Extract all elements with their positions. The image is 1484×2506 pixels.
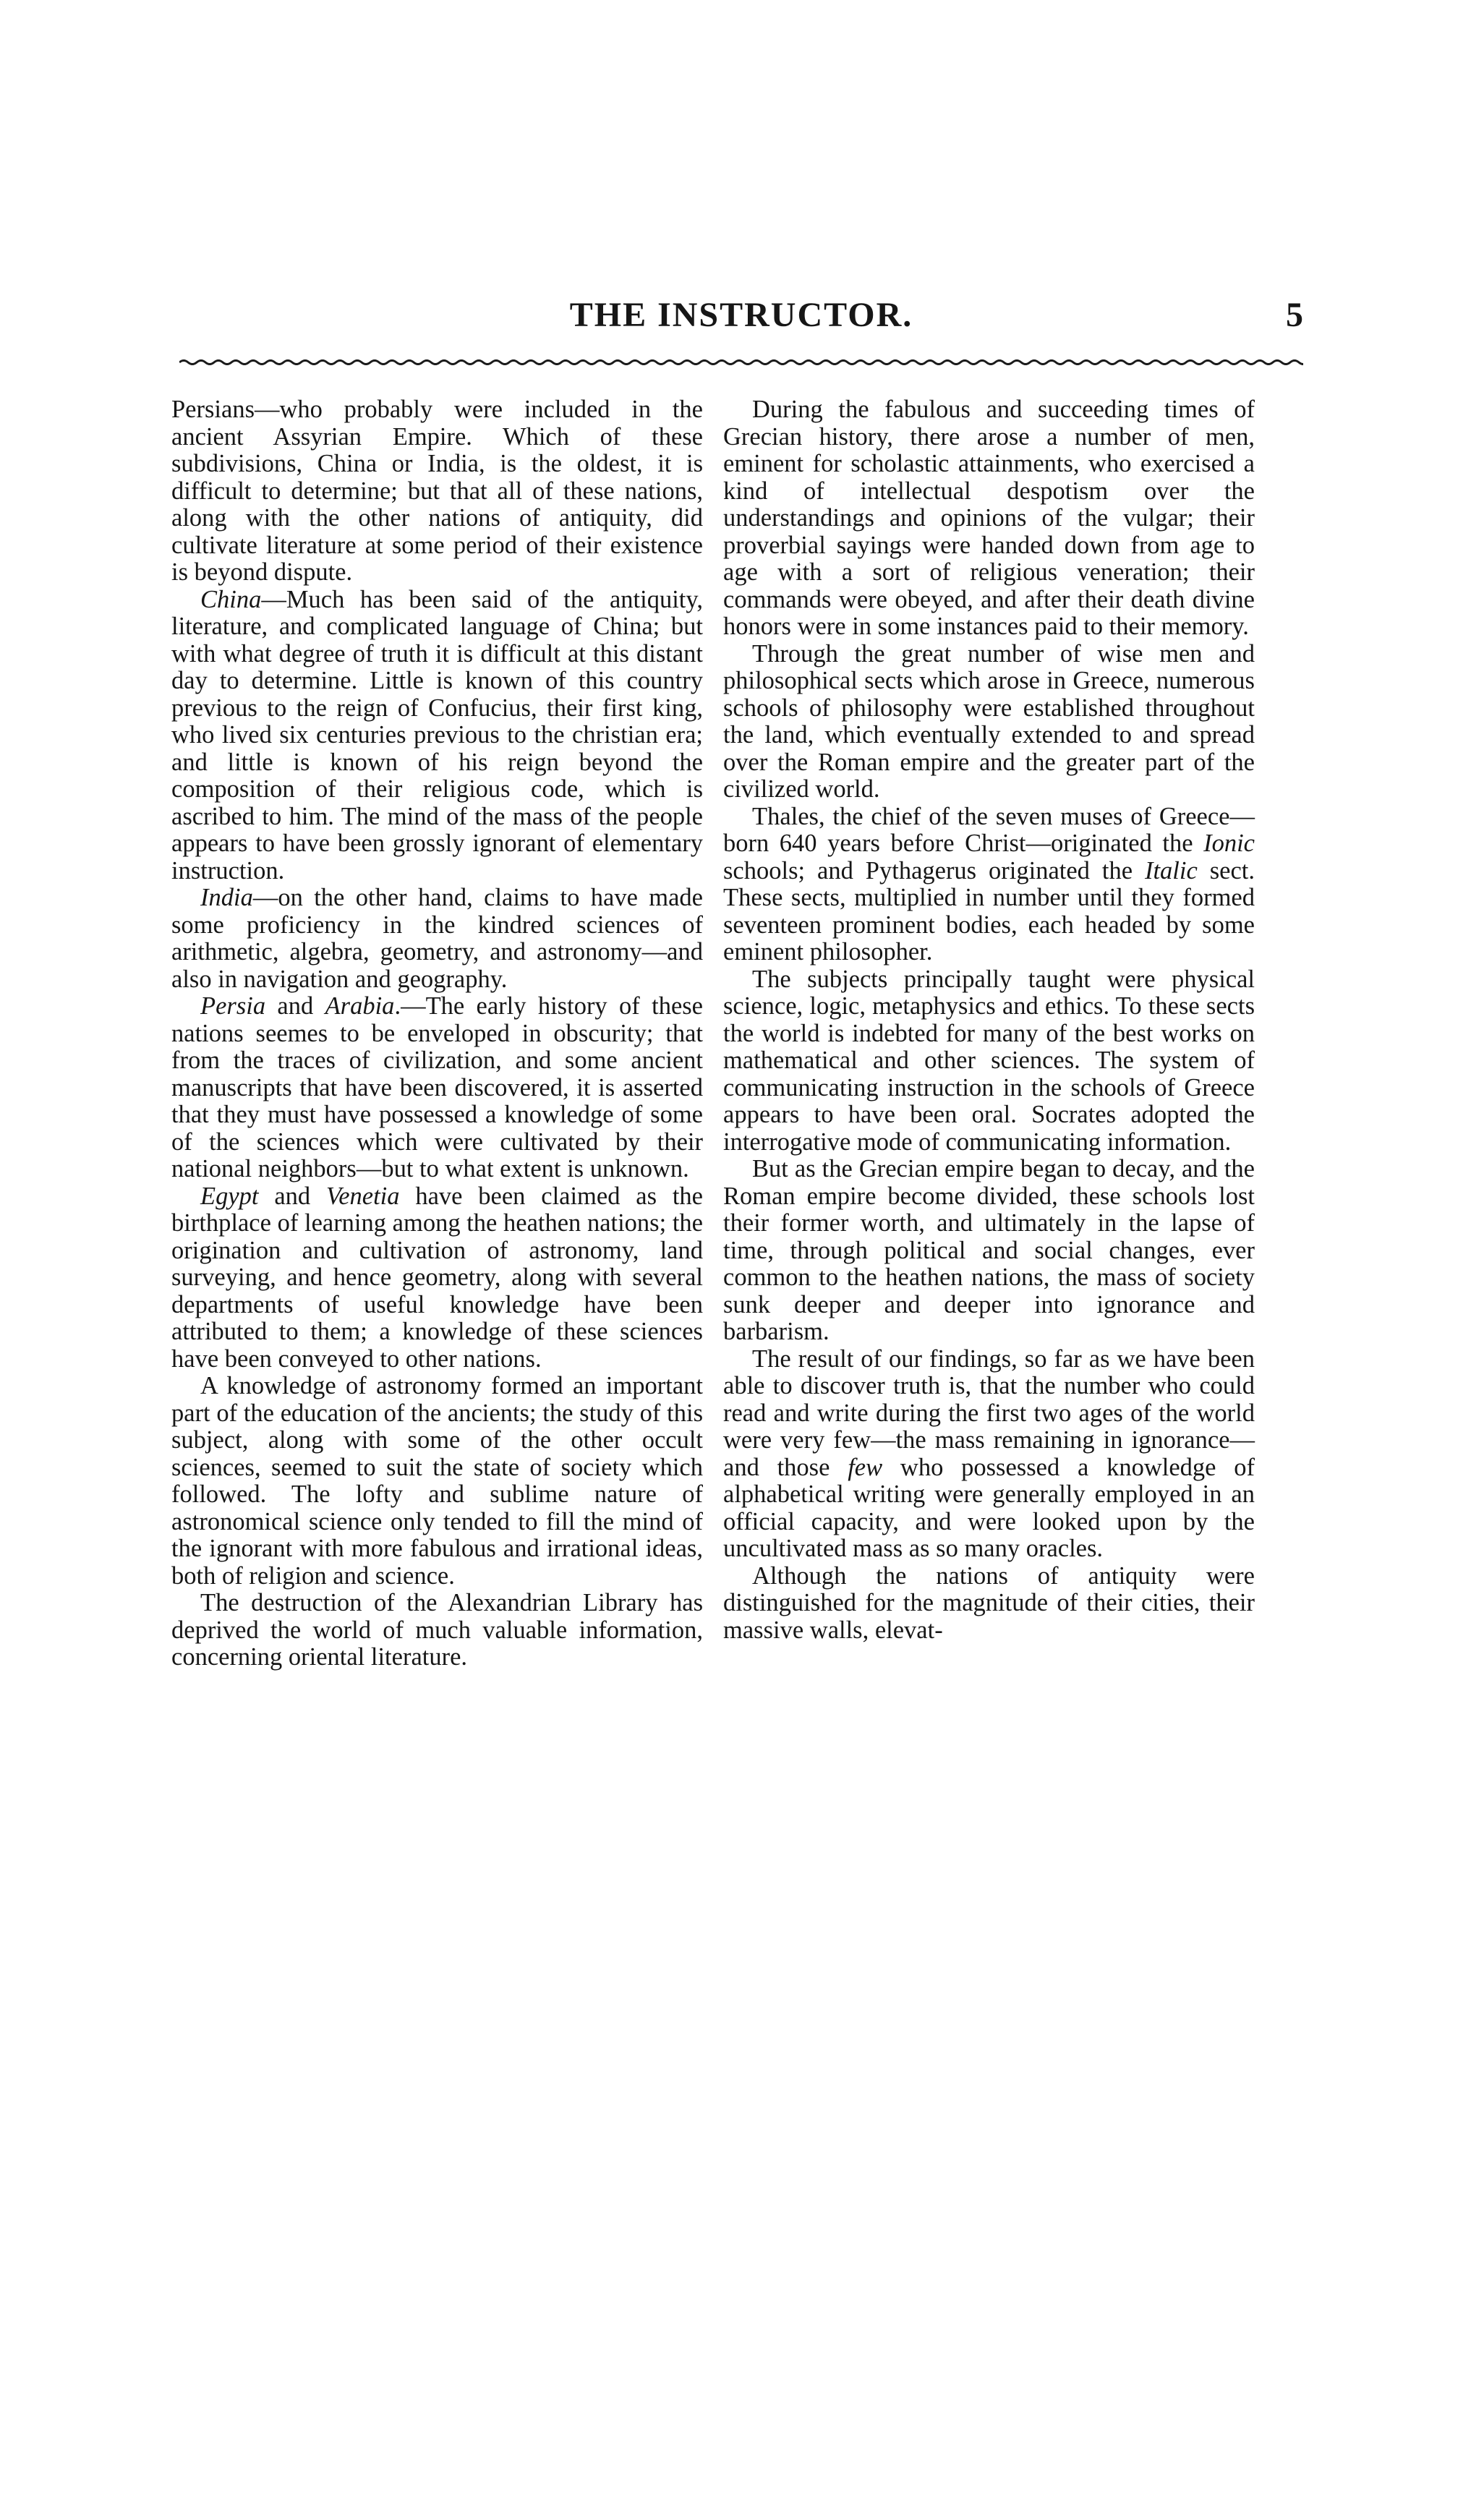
paragraph: Egypt and Venetia have been claimed as the birthplace of learning among the heathen nations; the origination and cultivation of astronomy, land surveying, and hence geometry, along with several departments of useful knowledge have been attributed to them; a knowledge of these sciences have been conveyed to other nations. [171, 1182, 703, 1373]
paragraph: A knowledge of astronomy formed an important part of the education of the ancients; the study of this subject, along with some of the other occult sciences, seemed to suit the state of society which followed. The lofty and sublime nature of astronomical science only tended to fill the mind of the ignorant with more fabulous and irrational ideas, both of religion and science. [171, 1372, 703, 1590]
paragraph: Although the nations of antiquity were distinguished for the magnitude of their cities, their massive walls, elevat- [723, 1561, 1255, 1644]
paragraph: Persia and Arabia.—The early history of these nations seemes to be enveloped in obscurity; that from the traces of civilization, and some ancient manuscripts that have been discovered, it is asserted that they must have possessed a knowledge of some of the sciences which were cultivated by their national neighbors—but to what extent is unknown. [171, 992, 703, 1182]
paragraph: Thales, the chief of the seven muses of Greece—born 640 years before Christ—originated the Ionic schools; and Pythagerus originated the Italic sect. These sects, multiplied in number until they formed seventeen prominent bodies, each headed by some eminent philosopher. [723, 802, 1255, 966]
paragraph: Through the great number of wise men and philosophical sects which arose in Greece, numerous schools of philosophy were established throughout the land, which eventually extended to and spread over the Roman empire and the greater part of the civilized world. [723, 639, 1255, 803]
paragraph: The subjects principally taught were physical science, logic, metaphysics and ethics. To these sects the world is indebted for many of the best works on mathematical and other sciences. The system of communicating instruction in the schools of Greece appears to have been oral. Socrates adopted the interrogative mode of communicating information. [723, 965, 1255, 1156]
paragraph: China—Much has been said of the antiquity, literature, and complicated language of China; but with what degree of truth it is difficult at this distant day to determine. Little is known of this country previous to the reign of Confucius, their first king, who lived six centuries previous to the christian era; and little is known of his reign beyond the composition of their religious code, which is ascribed to him. The mind of the mass of the people appears to have been grossly ignorant of elementary instruction. [171, 585, 703, 885]
paragraph: The destruction of the Alexandrian Library has deprived the world of much valuable information, concerning oriental literature. [171, 1589, 703, 1671]
paragraph: During the fabulous and succeeding times of Grecian history, there arose a number of men, eminent for scholastic attainments, who exercised a kind of intellectual despotism over the understandings and opinions of the vulgar; their proverbial sayings were handed down from age to age with a sort of religious veneration; their commands were obeyed, and after their death divine honors were in some instances paid to their memory. [723, 396, 1255, 640]
paragraph: But as the Grecian empire began to decay, and the Roman empire become divided, these schools lost their former worth, and ultimately in the lapse of time, through political and social changes, ever common to the heathen nations, the mass of society sunk deeper and deeper into ignorance and barbarism. [723, 1155, 1255, 1345]
right-column [723, 396, 1255, 1644]
left-column [171, 396, 703, 1671]
page-header [179, 295, 1303, 346]
wavy-rule [179, 357, 1303, 367]
page-number: 5 [1286, 296, 1303, 334]
running-title: THE INSTRUCTOR. [569, 296, 913, 334]
paragraph: The result of our findings, so far as we have been able to discover truth is, that the number who could read and write during the first two ages of the world were very few—the mass remaining in ignorance—and those few who possessed a knowledge of alphabetical writing were generally employed in an official capacity, and were looked upon by the uncultivated mass as so many oracles. [723, 1344, 1255, 1562]
paragraph: India—on the other hand, claims to have made some proficiency in the kindred sciences of arithmetic, algebra, geometry, and astronomy—and also in navigation and geography. [171, 884, 703, 993]
paragraph: Persians—who probably were included in the ancient Assyrian Empire. Which of these subdivisions, China or India, is the oldest, it is difficult to determine; but that all of these nations, along with the other nations of antiquity, did cultivate literature at some period of their existence is beyond dispute. [171, 396, 703, 586]
